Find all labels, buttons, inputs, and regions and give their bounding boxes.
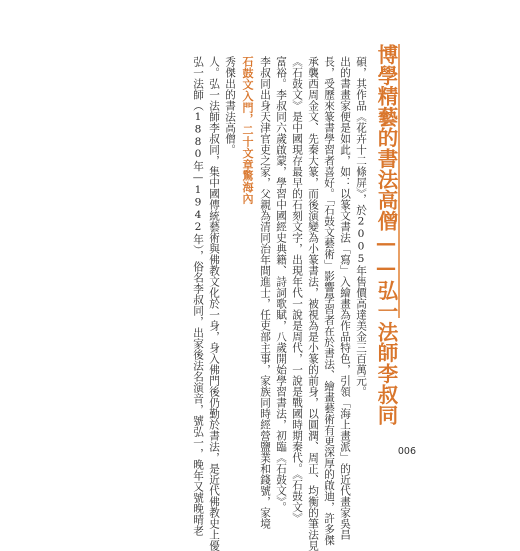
body-line-7: 碩，其作品《花卉十二條屏》，於2005年售價高達美金三百萬元。 — [355, 56, 367, 398]
chapter-title: 博學精藝的書法高僧——弘一法師李叔同 — [374, 44, 398, 426]
body-line-4: 承襲西周金文、先秦大篆，而後演變為小篆書法，被視為是小篆的前身，以圓潤、周正、均衡的筆法見 — [307, 56, 319, 551]
page-number: 006 — [397, 446, 416, 457]
body-line-2: 富裕。李叔同六歲啟蒙，學習中國經史典籍、詩詞歌賦，八歲開始學習書法，初臨《石鼓文》。 — [275, 56, 287, 513]
title-accent-bar — [398, 44, 400, 318]
intro-line-1: 弘一法師（1880年—1942年），俗名李叔同，出家後法名演音，號弘一，晚年又號晚晴老 — [192, 56, 204, 537]
body-line-6: 出的書畫家便是如此，如：以篆文書法「寫」入繪畫為作品特色，引領「海上畫派」的近代畫家吳昌 — [339, 56, 351, 540]
body-line-3: 《石鼓文》是中國現存最早的石刻文字，出現年代一說是周代，一說是戰國時期秦代。《石鼓文》 — [291, 56, 303, 524]
body-line-1: 李叔同出身天津官吏之家，父親為清同治年間進士，任吏部主事，家族同時經營鹽業和錢號，家境 — [259, 56, 271, 529]
intro-line-2: 人。弘一法師李叔同，集中國傳統藝術與佛教文化於一身，身入佛門後仍勤於書法，是近代佛教史上優 — [208, 56, 220, 551]
intro-line-3: 秀傑出的書法高僧。 — [224, 56, 236, 155]
section-subheading: 石鼓文入門，二十文章驚海內 — [241, 56, 254, 205]
body-line-5: 長，受歷來篆書學習者喜好。「石鼓文藝術」影響學習者在於書法、繪畫藝術有更深厚的啟迪，許多傑 — [323, 56, 335, 546]
